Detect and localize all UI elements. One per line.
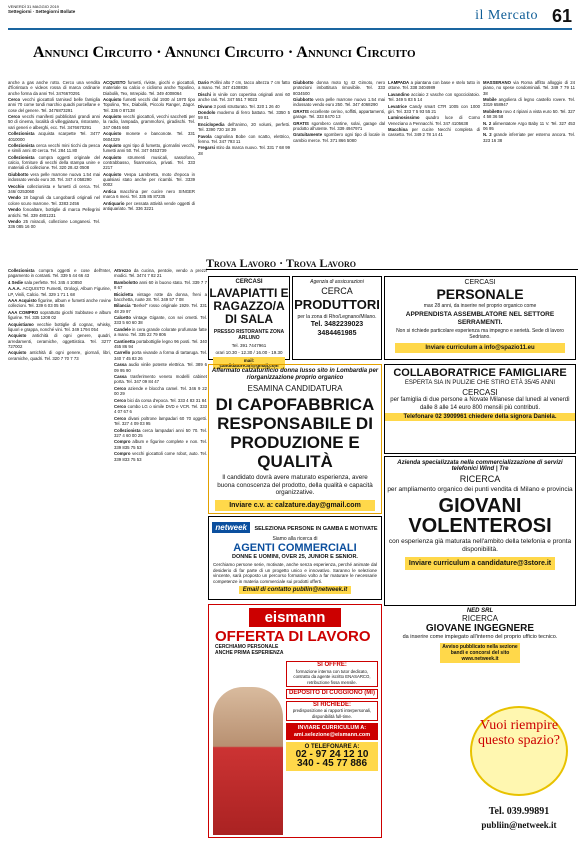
classified-text: donna moto tg 42 Gimoto, nero protezioni imbottitura rimovibile. Tel. 333 8034500 [293,80,385,96]
classified-item [114,416,207,427]
classified-text: aziende e bloccha camel. Tel. 346 9 22 00 29 [114,385,208,397]
classified-keyword: Collezionista [8,154,39,160]
classified-text: in cera grande colorate profumate fatte a mano. Tel. 335 22 79 806 [114,326,207,338]
classified-item [8,80,100,96]
ad-title: AGENTI COMMERCIALI [233,542,357,554]
ad-agency: NED SRL [466,608,494,614]
classified-item [8,268,111,279]
classified-keyword: MASSERANO [483,80,514,85]
classified-text: cerca lampadari anni 50 70. Tel. 327 4 60 00 25 [114,427,207,438]
classified-item [388,92,480,103]
classified-text: da cucina, pentole, vendo a prezzi modici. Tel. 3474 7 82 21 [114,268,207,279]
classified-item [483,132,575,143]
classified-keyword: Mobiletto [483,108,504,114]
classified-text: a piantana con base e stelo tutto in ottone. Tel. 338 3404989 [388,80,480,91]
offer-heading: SI OFFRE: [317,662,347,668]
ad-email[interactable]: Email di contatto publlin@netweek.it [239,586,351,594]
classified-text: anche a gas anche rotto. Cerco una vendita d'fiorintura e videos rossa di marca ordinarie anche forma da anni Tel. 3476670291 [8,80,100,96]
ad-capofabbrica [208,364,382,514]
classified-keyword: Acquisto [103,154,128,160]
classified-item [103,97,195,113]
classified-keyword: Collezionista [8,268,39,273]
classified-text: porta vivande a forma di tartaruga. Tel. 340 7 45 83 26 [114,350,207,361]
ad-tel-1: Tel. 3482239023 [310,321,364,328]
ad-note: Non si richiede particolare esperienza ma impegno e serietà. Sede di lavoro Sedriano. [396,328,564,340]
classified-item [103,143,195,154]
ad-space-promo [462,702,576,836]
ad-hours: orari 10.30 - 12.30 / 16.00 - 19.30 [215,350,283,355]
classified-text: angoliera di legno castello rovere. Tel. 3319 658947 [483,97,575,108]
classified-keyword: Divano [198,103,214,109]
classified-keyword: Compro [114,451,133,457]
ad-giovani-volenterosi [384,456,576,606]
classified-text: audio vinile potente elettrica. Tel. 389 6 09 95 90 [114,362,207,373]
classifieds-top [8,80,574,264]
classified-text: antichità di ogni genere, quadri, arredamenti, ceramiche, oggettistica. Tel. 3277 727002 [8,333,112,349]
classified-text: monete e banconote. Tel. 331 0604329 [103,131,196,142]
classified-text: ogni tipo di fumetto, giornalini vecchi, fumetti anni 50. Tel. 347 0453739 [103,143,195,154]
netweek-logo: netweek [212,522,250,533]
ad-kicker: RICERCA [461,614,498,623]
ad-cv[interactable]: INVIARE CURRICULUM A: ami.selezione@eismann.com [286,723,378,740]
ad-agency: Agenzia di assicurazioni [310,279,364,285]
ad-produttori [292,276,382,360]
ad-sub: per ampliamento organico dei punti vendita di Milano e provincia [387,486,573,493]
classified-item [114,386,207,397]
ad-text: da inserire come impiegato all'interno del proprio ufficio tecnico. [402,634,558,640]
classified-keyword: Vecchio [8,183,27,189]
ad-age: max 28 anni, da inserire nel proprio organico come [423,303,537,309]
classified-keyword: Carrello [114,350,132,356]
classified-text: grande inferriate per esterno ancora. Tel. 323 16 38 [483,132,575,143]
ad-tel-box [286,742,378,771]
classified-keyword: Cassa [114,374,131,380]
ad-cv[interactable]: Inviare curriculum a candidature@3store.it [405,557,555,570]
classified-item [114,350,207,361]
classified-keyword: Bicicletta [114,291,137,297]
ad-title: PERSONALE [436,286,524,302]
classified-item [8,97,100,113]
ad-email[interactable]: mail: candidature.ari@gmail.com [213,357,285,369]
classified-item [8,131,100,142]
classified-keyword: Cerco [114,397,128,403]
column-6 [483,80,575,264]
promo-question: Vuoi riempire questo spazio? [477,718,561,748]
classified-text: cerca vecchi mini ticchi da pesca e simili anni 40 cerca. Tel. 284 11.80 [8,143,100,154]
classified-text: cagnolina Bobe con scatto, elettrico, fermo. Tel. 347 793 11 [198,133,290,144]
promo-email[interactable]: publiin@netweek.it [481,820,557,830]
requirements-heading: SI RICHIEDE: [312,701,351,708]
header-edition: Settegiorni · Settegiorni Bollate [8,9,76,14]
classified-item [8,298,111,309]
ad-tel: Tel. 391 7447961 [231,343,267,348]
classified-keyword: Giubbotto [293,80,317,85]
classified-item [198,110,290,121]
classified-text: vintage rotte da donna, freni a bacchetta, ruote 28. Tel. 349 57 7 08 [114,291,207,302]
classified-item [114,327,207,338]
classified-item [114,362,207,373]
column-2 [103,80,195,264]
eismann-logo: eismann [249,608,341,627]
classified-text: vecchi giocattoli, vecchi sacchetti per la radio, lampada, grammofoni, giradischi. Tel. 347 0845 660 [103,114,195,130]
classified-item [198,92,290,103]
classified-item [293,121,385,132]
classified-keyword: Dondolo [198,110,218,116]
classified-text: portabottiglie legno 96 posti. Tel. 340 455 86 94 [114,338,208,349]
depot-heading: DEPOSITO DI CUGGIONO (MI) [289,690,375,696]
classified-item [8,280,111,285]
trova-lavoro-banner: Trova Lavoro · Trova Lavoro [206,256,578,270]
classified-item [388,115,480,126]
ad-kicker: ESAMINA CANDIDATURA [247,384,343,393]
classified-keyword: Collezionista [114,427,143,433]
offer-text: formazione interna con tutor dedicato, contratto da agente iscritto ENASARCO, retribuzione fissa mensile. [293,668,371,685]
classified-text: vecchi giocattoli tarnised belle famiglia anni 70 come tondi marchio quadri porcellane e cose del genere. Tel. 3476873291 [8,97,100,113]
classified-item [8,195,100,206]
classified-text: 3 posti strutturato. Tel. 320 1 26 40 [213,103,280,109]
classified-item [483,109,575,120]
classified-text: antichità di ogni genere, giornali, libri, ceramiche, quadri. Tel. 320 7 70 7 73 [8,350,111,361]
classified-keyword: GRATIS [293,120,312,126]
classified-item [8,155,100,171]
classified-keyword: Vendo [8,219,24,224]
classified-item [8,333,111,349]
classified-text: macchina per cucire nero SINGER marca 6 mesi. Tel. 335 85 87235 [103,188,195,200]
classified-item [103,114,195,130]
classified-text: rovo 4 ripiani a vista euro 50. Tel. 327 4 58 36 58 [483,108,575,120]
classified-keyword: Acquistiamo [8,321,37,327]
ad-cv[interactable]: Inviare curriculum a info@spazio11.eu [395,343,565,353]
classified-text: stiro da marca nuovo. Tel. 331 7 68 99 28 [198,145,290,156]
classified-item [388,104,480,115]
classified-item [114,315,207,326]
ad-select: SELEZIONA PERSONE IN GAMBA E MOTIVATE [254,526,378,532]
classified-text: acquista scarpette Tel. 3477 4010000 [8,131,100,142]
classified-item [114,339,207,350]
classified-text: 25 miracoli, collezione Longanesi. Tel. 336 085 16 00 [8,219,100,230]
classified-keyword: GRATIS [293,108,311,114]
page-header [0,0,580,32]
classified-text: per cessata attività vende oggetti di antiquariato. Tel. 336 3221 [103,200,196,212]
classified-text: compra oggetti originale del calcio, forniture di vecchi della stampa unire e materiali di collezione. Tel. 320 28.42 0508 [8,154,100,171]
requirements-text: predisposizione ai rapporti interpersonali, disponibilità full-time. [292,708,372,719]
classified-item [8,310,111,321]
classified-keyword: AAA Acquisto [8,298,39,304]
classified-text: via Roma affitto alloggio di 24 piano, no spese condominiali. Tel. 349 7 79 11 38 [483,80,575,96]
section-banner: Annunci Circuito · Annunci Circuito · Annunci Circuito [33,44,416,61]
classified-keyword: Fregarsi [198,145,217,151]
classified-text: collezionista e fumetti di cerca. Tel. 346/ 0253060 [8,183,100,194]
classified-text: ACQUISTO Fumetti, Orologi, Album Figurine, LP, Vinili, Calcio. Tel. 329 1 71 1 68 [8,286,111,297]
classified-text: divani poltrone lampadari 60 70 oggetti. Tel. 327 4 09 03 95 [114,415,208,427]
ad-role: APPRENDISTA ASSEMBLATORE NEL SETTORE SERRAMENTI. [405,311,555,326]
ad-kicker: CERCASI [235,279,263,285]
classified-keyword: Compro [114,439,133,445]
ad-exp: ESPERTA SIA IN PULIZIE CHE STIRO ETÀ 35/45 ANNI [404,380,556,386]
classified-item [388,80,480,91]
classified-text: figurine, album e fumetti anche rovine collezioni. Tel. 339 6 03 05 56 [8,298,111,309]
classified-text: Pollini alto 7 cm, tacco altezza 7 cm fatto a mano. Tel. 347 4108836 [198,80,290,91]
classified-keyword: Cassa [114,362,129,368]
classified-keyword: Vendo [8,207,24,213]
classified-keyword: Levatrice [388,103,410,109]
classified-item [114,404,207,415]
header-date: VENERDÌ 31 MAGGIO 2019 [8,4,59,9]
ad-kicker: CERCASI [464,279,496,286]
header-rule [8,28,572,30]
classifieds-mid [114,268,207,838]
ad-collaboratrice [384,364,576,454]
classified-text: vecchie bottiglie di cognac, whisky, liquori e grappa, nonché vini. Tel. 349 1794 054 [8,321,111,332]
classified-item [483,80,575,96]
classified-text: vera pelle marrone nuovo 1.54 mai indossato vendo euro 250. Tel. 347 4068290 [293,97,386,108]
ad-text: Cerchiamo persone serie, motivate, anche senza esperienza, perché animate dal desiderio di far parte di un progetto unico e innovativo. Saranno le selezione vincente, sarà proposto un percorso formativo volto a far maturare le necessarie competenze in materia commerciale sui prodotti offerti. [213,562,377,584]
classified-text: album e figurine complete e non. Tel. 339 835 75 53 [114,439,207,450]
classified-item [293,132,385,143]
classified-item [114,268,207,279]
classified-text: quadro luce di Como Veneziano a Pennacchi. Tel. 347 4105638 [388,115,480,126]
classified-item [103,201,195,212]
section-brand: il Mercato [475,8,538,23]
classified-keyword: Enciclopedia [198,121,228,127]
classified-item [8,350,111,361]
classified-item [198,80,290,91]
classified-item [103,172,195,188]
classified-keyword: Vendo [8,195,24,201]
classified-text: fumetti vecchi dal 1930 al 1970 tipo Topolino, Tex, Diabolik, Piccolo Ranger, Zagor. Tel. 336 0 87138 [103,97,195,113]
ad-text: Il candidato dovrà avere maturato esperienza, avere buona conoscenza del prodotto, della qualità e capacità organizzative. [217,474,373,496]
ad-kicker: CERCASI [462,387,498,397]
classified-text: Vespa Lambretta, moto d'epoca in qualsiasi stato anche per ricambi. Tel. 3339 0002 [103,171,195,188]
classified-item [8,114,100,130]
ad-text: per famiglia di due persone a Novate Milanese dal lunedì al venerdì dalle 8 alle 14 euro 800 mensili più contributi. [390,397,570,411]
classifieds-left [8,268,111,838]
classified-item [103,80,195,96]
classified-keyword: Attrezzo [114,268,134,273]
classified-item [114,398,207,403]
ad-title: PRODUTTORI [294,297,380,312]
classified-keyword: Cerco [8,97,23,103]
classified-item [103,131,195,142]
ad-title: LAVAPIATTI E RAGAZZO/A DI SALA [209,286,289,326]
classified-keyword: Collezionista [8,131,39,137]
classified-keyword: Acquisto [103,171,125,177]
classified-item [8,219,100,230]
classified-keyword: Mobile [483,97,499,103]
ad-zone: per la zona di Rho/Legnano/Milano. [297,314,377,320]
classified-keyword: AAA COMPRO [8,309,40,315]
classified-item [198,134,290,145]
classified-item [293,109,385,120]
ad-who: DONNE E UOMINI, OVER 25, JUNIOR E SENIOR. [232,554,358,560]
classified-item [293,97,385,108]
ad-sub-1: CERCHIAMO PERSONALE [215,644,279,650]
ad-agenti-commerciali [208,516,382,600]
classified-text: fonoaltare, bottiglie di marca Pellegrini antichi. Tel. 339 4801231 [8,207,100,218]
classified-keyword: ACQUISTO [103,80,128,85]
classified-keyword: Acquisto [103,114,123,120]
classified-item [103,189,195,200]
classified-keyword: Collezionista [8,143,36,149]
header-info [8,4,75,14]
classified-keyword: Bambolotto [114,279,140,285]
classified-keyword: Luminosissimo [388,115,426,121]
classified-item [8,207,100,218]
classified-keyword: Acquisto [8,350,30,356]
classified-text: per cucire Necchi completa di cassetto. Tel. 349 2 78 14 41 [388,127,480,138]
ad-title: DI CAPOFABBRICA RESPONSABILE DI PRODUZIONE E QUALITÀ [215,395,375,471]
column-1 [8,80,100,264]
classified-text: eccellente cerino, soffitti, appartamenti, garage. Tel. 333 8470 13 [293,108,385,120]
person-photo [213,687,283,835]
classified-item [388,127,480,138]
classified-text: soprattutto giochi Subbuteo e album figurine. Tel. 335 1208 02 [8,309,111,321]
classified-keyword: Acquisto [8,333,33,339]
classified-item [198,122,290,133]
ad-intro: Azienda specializzata nella commercializzazione di servizi telefonici Wind | Tre [397,460,563,472]
classified-text: sgombero cantine, solai, garage dal prodotto all'utente. Tel. 339 4947971 [293,120,386,131]
classified-keyword: Calcetto [114,315,134,321]
classified-item [8,143,100,154]
classified-text: combo LG o simile DVD e VCR. Tel. 333 4 07 67 6 [114,404,208,415]
classified-keyword: Acquisto [103,131,126,137]
classified-text: moderno di ferro battuto. Tel. 3350 5 59 81 [198,110,290,121]
ad-tel-2: 3484461985 [317,330,357,337]
classified-item [198,145,290,156]
classified-keyword: Acquisto [103,97,124,103]
column-4 [293,80,385,264]
ad-tel-2: 340 - 45 77 886 [296,758,368,769]
classified-item [8,184,100,195]
classified-text: in vinile con copertina originali anni 60 anche rari. Tel. 347 551 7 9023 [198,91,290,103]
promo-tel: Tel. 039.99891 [488,806,550,817]
column-5 [388,80,480,264]
classified-text: alimentatore Argo Baby 11 V. Tel. 327 453 06 95 [483,120,575,131]
depot-box [286,689,378,699]
classified-text: strumenti musicali, sassofono, contrabbasso, fisarmonica, privati. Tel. 333 2217 [103,154,195,171]
ad-place: PRESSO RISTORANTE ZONA ARLUNO [213,329,285,341]
classified-item [483,97,575,108]
ad-exp: con esperienza già maturata nell'ambito della telefonia e pronta disponibilità. [388,538,572,553]
requirements-box [286,701,378,722]
classified-keyword: Antiquario [103,200,127,206]
classified-keyword: Favola [198,133,215,139]
classified-item [103,155,195,171]
classified-keyword: Lavandino [388,91,412,97]
classified-item [114,374,207,385]
classified-text: vera pelle marrone nuova 1.54 mai indossato vendo euro 30. Tel. 347 4 058290 [8,171,101,183]
classified-item [114,292,207,303]
page-number: 61 [551,6,572,26]
classified-item [114,451,207,462]
classified-keyword: LAMPADA [388,80,411,85]
ad-title: GIOVANE INGEGNERE [425,623,535,634]
classified-text: dell'animo, 20 volumi, perfetti. Tel. 3390 720 18 39 [198,121,290,133]
classified-keyword: N. 2 [483,132,494,138]
classified-text: sala perfette. Tel. 345 4 10850 [24,279,82,285]
classified-item [8,172,100,183]
classified-text: trasferimento veneto modelli cabinet porta. Tel. 347 09 84 47 [114,374,207,385]
classified-text: bici da corsa d'epoca. Tel. 333 4 83 31 84 [127,397,207,403]
tel-heading: O TELEFONARE A: [304,744,360,750]
classified-item [114,280,207,291]
ad-intro: Affermato calzaturificio donna lusso sito in Lombardia per riorganizzazione proprio organico [211,368,379,381]
classified-keyword: Acquisto [103,143,123,149]
ad-ingegnere [384,608,576,700]
classified-keyword: Candele [114,326,133,332]
classified-item [293,80,385,96]
classified-text: compra oggetti e cose dell'Inter, pagamento in contanti. Tel. 339 5 44 66 43 [8,268,111,279]
classified-keyword: Giubbotto [8,171,31,177]
classified-keyword: N. 2 [483,120,493,126]
classified-keyword: Dischi [198,91,213,97]
ad-note[interactable]: Avviso pubblicato nella sezione bandi e concorsi del sito www.netweek.it [440,643,520,663]
ad-tel: Telefonare 02 3909961 chiedere della signora Daniela. [385,413,575,421]
classified-keyword: 4 Sedie [8,279,25,285]
classified-keyword: Cerco [114,415,129,421]
classified-text: 18 bagnoli da Longobardi originali nel colore scuro marrone. Tel. 3383 2456 [8,195,100,206]
ad-title: GIOVANI VOLENTEROSI [408,495,552,537]
classified-item [8,286,111,297]
ad-kicker: RICERCA [459,474,501,484]
ad-title: OFFERTA DI LAVORO [215,628,371,645]
classified-keyword: Cerco [114,385,129,391]
classified-keyword: Gratuitamente [293,132,324,138]
ad-sub-2: ANCHE PRIMA ESPERIENZA [215,650,284,656]
ad-title: COLLABORATRICE FAMIGLIARE [393,367,567,379]
classified-text: acciaio 2 vasche con sgocciolatoio. Tel. 349 5 83 5 14 [388,91,480,103]
classified-item [114,439,207,450]
classified-keyword: Bilancia [114,303,133,309]
classified-text: vecchi giocattoli come robot, auto. Tel. 339 833 75 53 [114,451,207,462]
classified-keyword: Cerco [8,114,23,120]
ad-eismann [208,604,382,838]
classified-text: anni 60 in buono stato. Tel. 339 7 7 8 67 [114,279,207,291]
classified-text: vintage Gigante, con sei ometti. Tel. 333 5 60 60 38 [114,315,207,326]
column-3 [198,80,290,264]
classified-keyword: Giubbotto [293,97,316,103]
classified-keyword: Dario [198,80,211,85]
classified-text: vecchi manifesti pubblicitari grandi anni 50 di cinema, località di villeggiatura, ristorante, vari generi e alberghi, ecc. Tel. 3476670291 [8,114,101,130]
classified-item [483,121,575,132]
ad-tel-1: 02 - 97 24 12 10 [295,749,369,760]
ad-kicker: CERCA [321,286,353,296]
ad-cv[interactable]: Inviare c.v. a: calzature.day@gmail.com [215,500,375,511]
classified-text: fumetti, riviste, giochi e giocattoli, materiale su calcio e ciclismo anche Topolino, Diabolik, Tex, Intrepido. Tel. 349 4008064 [103,80,195,96]
ad-kicker: Siamo alla ricerca di [272,536,318,542]
classified-keyword: Macchina [388,127,412,133]
classified-item [198,104,290,109]
classified-keyword: Antica [103,188,120,194]
classified-item [114,303,207,314]
classified-item [8,322,111,333]
ad-personale [384,276,576,360]
ad-details [286,661,378,771]
offer-box [286,661,378,687]
classified-text: Candy smart CTR 1005 con 1000 giri. Tel. 333 7 5 93 55 21 [388,103,480,114]
classified-text: "Berkel" rosso originale 1929. Tel. 331 48 29 97 [114,303,207,314]
ad-lavapiatti [208,276,290,368]
classified-keyword: Cantinetta [114,338,137,344]
classified-item [114,428,207,439]
classified-text: sgombero ogni tipo di locale in cambio merce. Tel. 371 866 5080 [293,132,386,143]
classified-keyword: A.A.A. [8,286,23,292]
classified-keyword: Cerco [114,404,128,410]
